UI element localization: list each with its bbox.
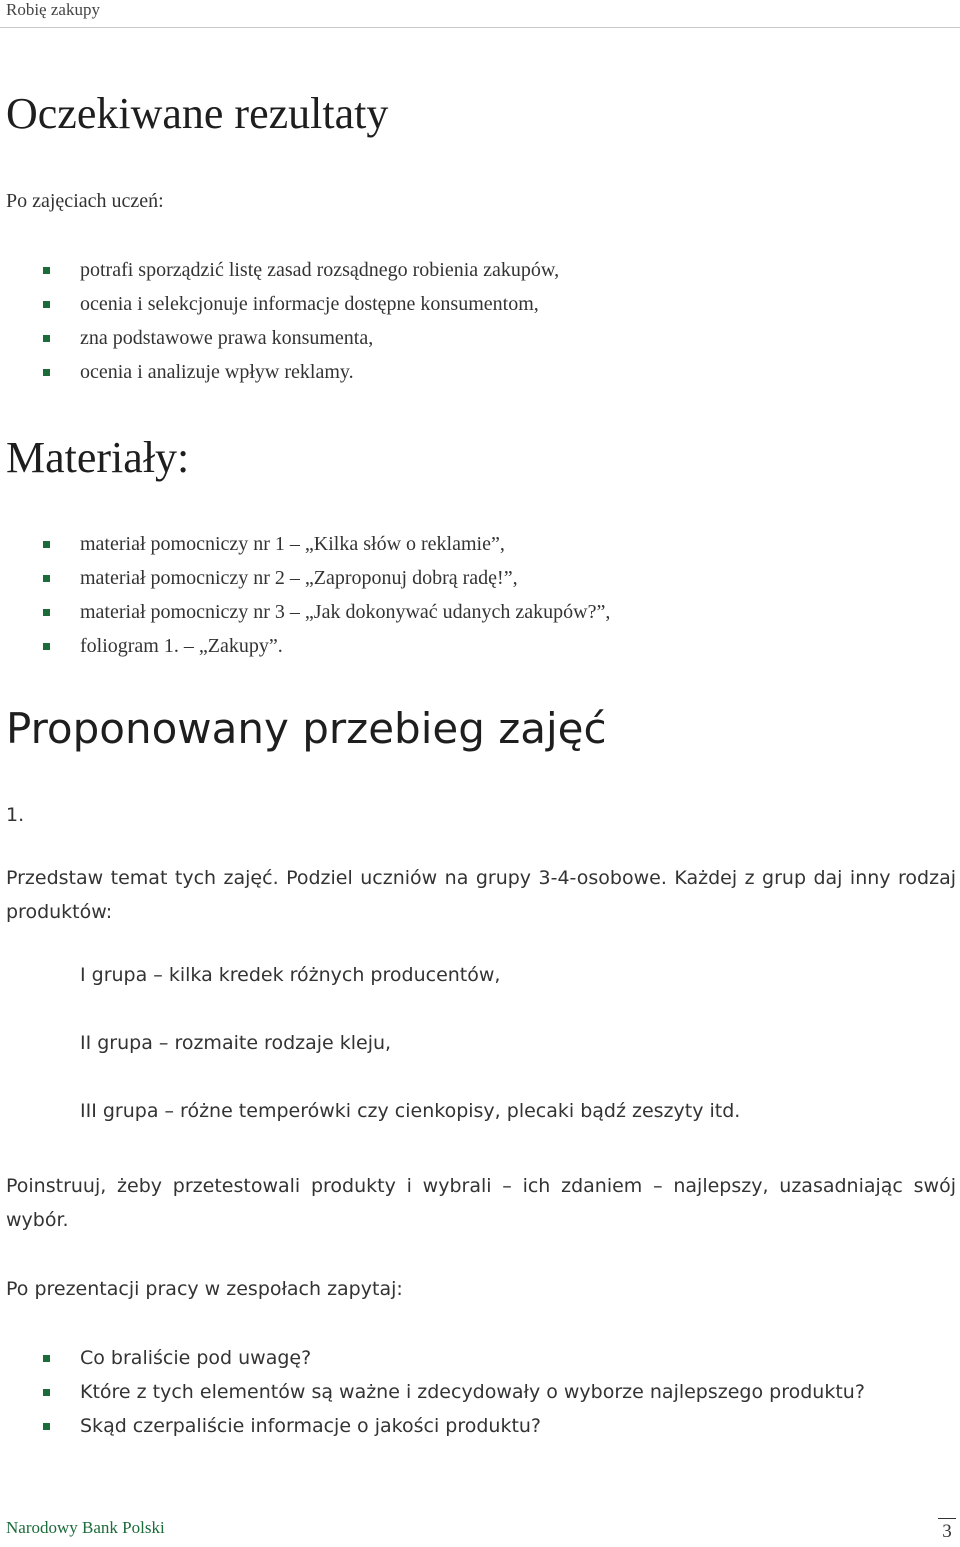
list-item: materiał pomocniczy nr 2 – „Zaproponuj dobrą radę!”, bbox=[0, 561, 610, 595]
list-item: materiał pomocniczy nr 1 – „Kilka słów o reklamie”, bbox=[0, 527, 610, 561]
list-item: potrafi sporządzić listę zasad rozsądnego robienia zakupów, bbox=[0, 253, 559, 287]
testing-instruction: Poinstruuj, żeby przetestowali produkty i wybrali – ich zdaniem – najlepszy, uzasadniając swój wybór. bbox=[6, 1175, 956, 1231]
lesson-instruction: Przedstaw temat tych zajęć. Podziel uczniów na grupy 3-4-osobowe. Każdej z grup daj inny rodzaj produktów: bbox=[6, 867, 956, 923]
bullet-square-icon bbox=[43, 301, 50, 308]
header-divider bbox=[0, 27, 960, 28]
list-item: Co braliście pod uwagę? bbox=[0, 1341, 865, 1375]
heading-lesson-plan: Proponowany przebieg zajęć bbox=[6, 704, 607, 753]
list-item: ocenia i analizuje wpływ reklamy. bbox=[0, 355, 559, 389]
bullet-square-icon bbox=[43, 1423, 50, 1430]
bullet-square-icon bbox=[43, 575, 50, 582]
bullet-square-icon bbox=[43, 541, 50, 548]
list-item: foliogram 1. – „Zakupy”. bbox=[0, 629, 610, 663]
bullet-square-icon bbox=[43, 1355, 50, 1362]
group-item: II grupa – rozmaite rodzaje kleju, bbox=[80, 1032, 392, 1054]
heading-materials: Materiały: bbox=[6, 433, 190, 482]
heading-expected-results: Oczekiwane rezultaty bbox=[6, 89, 389, 138]
group-item: I grupa – kilka kredek różnych producentów, bbox=[80, 964, 501, 986]
list-item: Skąd czerpaliście informacje o jakości produktu? bbox=[0, 1409, 865, 1443]
bullet-square-icon bbox=[43, 335, 50, 342]
bullet-square-icon bbox=[43, 609, 50, 616]
bullet-square-icon bbox=[43, 643, 50, 650]
bullet-square-icon bbox=[43, 1389, 50, 1396]
materials-list bbox=[0, 527, 610, 663]
step-number: 1. bbox=[6, 804, 25, 826]
publisher-name: Narodowy Bank Polski bbox=[6, 1518, 165, 1537]
group-item: III grupa – różne temperówki czy cienkopisy, plecaki bądź zeszyty itd. bbox=[80, 1100, 741, 1122]
bullet-square-icon bbox=[43, 267, 50, 274]
list-item: zna podstawowe prawa konsumenta, bbox=[0, 321, 559, 355]
results-intro: Po zajęciach uczeń: bbox=[6, 190, 164, 212]
document-title: Robię zakupy bbox=[6, 0, 100, 19]
page-number: 3 bbox=[938, 1518, 956, 1543]
list-item: ocenia i selekcjonuje informacje dostępne konsumentom, bbox=[0, 287, 559, 321]
bullet-square-icon bbox=[43, 369, 50, 376]
list-item: materiał pomocniczy nr 3 – „Jak dokonywać udanych zakupów?”, bbox=[0, 595, 610, 629]
results-list bbox=[0, 253, 559, 389]
questions-intro: Po prezentacji pracy w zespołach zapytaj: bbox=[6, 1278, 403, 1300]
questions-list bbox=[0, 1341, 865, 1443]
list-item: Które z tych elementów są ważne i zdecydowały o wyborze najlepszego produktu? bbox=[0, 1375, 865, 1409]
